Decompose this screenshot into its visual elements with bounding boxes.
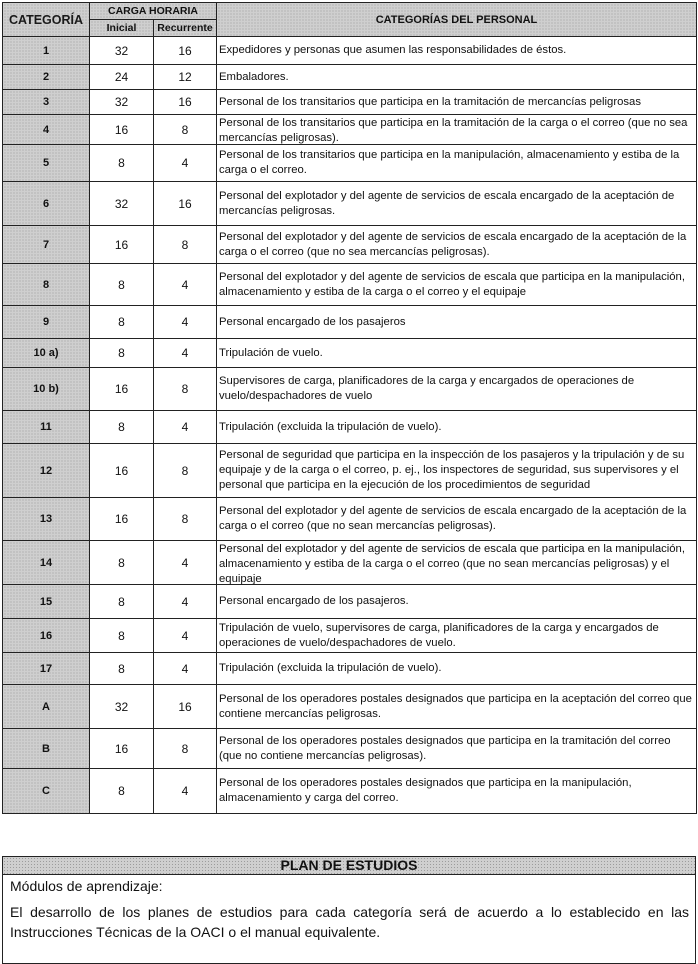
inicial-cell: 16 <box>90 729 154 769</box>
inicial-cell: 8 <box>90 306 154 339</box>
table-row <box>3 498 697 541</box>
recurrente-cell: 8 <box>154 444 217 498</box>
description-text: Tripulación (excluida la tripulación de vuelo). <box>219 662 442 674</box>
inicial-cell: 32 <box>90 182 154 226</box>
category-cell: C <box>3 769 90 814</box>
category-cell: 2 <box>3 65 90 90</box>
inicial-cell: 8 <box>90 585 154 619</box>
recurrente-cell: 8 <box>154 368 217 411</box>
header-recurrente: Recurrente <box>154 20 217 37</box>
recurrente-cell: 8 <box>154 498 217 541</box>
inicial-cell: 8 <box>90 264 154 306</box>
recurrente-cell: 16 <box>154 685 217 729</box>
recurrente-cell: 16 <box>154 182 217 226</box>
description-cell <box>217 182 697 226</box>
description-cell <box>217 145 697 182</box>
description-cell <box>217 411 697 444</box>
header-categoria: CATEGORÍA <box>3 3 90 37</box>
description-text: Personal de los operadores postales designados que participa en la aceptación del correo que contiene mercancías peligrosas. <box>219 692 692 720</box>
header-carga-horaria: CARGA HORARIA <box>90 3 217 20</box>
inicial-cell: 8 <box>90 339 154 368</box>
recurrente-cell: 4 <box>154 264 217 306</box>
category-cell: 12 <box>3 444 90 498</box>
category-cell: 3 <box>3 90 90 115</box>
description-text: Tripulación de vuelo. <box>219 346 323 359</box>
recurrente-cell: 4 <box>154 619 217 653</box>
description-cell <box>217 65 697 90</box>
description-cell <box>217 306 697 339</box>
category-cell: 8 <box>3 264 90 306</box>
category-cell: 7 <box>3 226 90 264</box>
personnel-categories-table <box>2 2 697 814</box>
inicial-cell: 16 <box>90 368 154 411</box>
category-cell: 15 <box>3 585 90 619</box>
category-cell: 9 <box>3 306 90 339</box>
table-row <box>3 411 697 444</box>
recurrente-cell: 8 <box>154 226 217 264</box>
table-row <box>3 653 697 685</box>
description-text: Tripulación (excluida la tripulación de vuelo). <box>219 420 442 433</box>
recurrente-cell: 4 <box>154 339 217 368</box>
plan-subtitle: Módulos de aprendizaje: <box>10 878 163 894</box>
recurrente-cell: 4 <box>154 769 217 814</box>
table-row <box>3 115 697 145</box>
category-cell: 17 <box>3 653 90 685</box>
category-cell: 6 <box>3 182 90 226</box>
header-categorias-personal: CATEGORÍAS DEL PERSONAL <box>217 3 697 37</box>
recurrente-cell: 16 <box>154 90 217 115</box>
recurrente-cell: 4 <box>154 411 217 444</box>
category-cell: 1 <box>3 37 90 65</box>
description-cell <box>217 769 697 814</box>
recurrente-cell: 4 <box>154 306 217 339</box>
description-cell <box>217 619 697 653</box>
description-cell <box>217 729 697 769</box>
table-row <box>3 619 697 653</box>
table-row <box>3 585 697 619</box>
category-cell: 10 b) <box>3 368 90 411</box>
inicial-cell: 8 <box>90 769 154 814</box>
inicial-cell: 8 <box>90 411 154 444</box>
table-row <box>3 729 697 769</box>
table-row <box>3 769 697 814</box>
description-text: Embaladores. <box>219 70 289 83</box>
recurrente-cell: 8 <box>154 729 217 769</box>
inicial-cell: 16 <box>90 498 154 541</box>
table-row <box>3 685 697 729</box>
description-cell <box>217 115 697 145</box>
description-cell <box>217 226 697 264</box>
table-row <box>3 65 697 90</box>
table-row <box>3 145 697 182</box>
description-cell <box>217 685 697 729</box>
inicial-cell: 8 <box>90 653 154 685</box>
recurrente-cell: 16 <box>154 37 217 65</box>
inicial-cell: 8 <box>90 619 154 653</box>
recurrente-cell: 4 <box>154 653 217 685</box>
inicial-cell: 24 <box>90 65 154 90</box>
plan-de-estudios-section <box>2 856 696 964</box>
recurrente-cell: 8 <box>154 115 217 145</box>
table-row <box>3 226 697 264</box>
description-cell <box>217 264 697 306</box>
category-cell: 5 <box>3 145 90 182</box>
table-row <box>3 182 697 226</box>
description-text: Supervisores de carga, planificadores de la carga y encargados de operaciones de vuelo/despachadores de vuelo <box>219 375 635 402</box>
description-text: Personal del explotador y del agente de servicios de escala encargado de la aceptación de la carga o el correo (que no sean mercancías peligrosas). <box>219 505 687 532</box>
category-cell: 10 a) <box>3 339 90 368</box>
category-cell: 13 <box>3 498 90 541</box>
description-text: Expedidores y personas que asumen las responsabilidades de éstos. <box>219 44 567 56</box>
category-cell: B <box>3 729 90 769</box>
description-text: Personal del explotador y del agente de servicios de escala que participa en la manipulación, almacenamiento y estiba de la carga o el correo y el equipaje <box>219 270 685 298</box>
description-cell <box>217 653 697 685</box>
description-text: Personal de los transitarios que participa en la tramitación de mercancías peligrosas <box>219 95 641 108</box>
table-row <box>3 368 697 411</box>
recurrente-cell: 4 <box>154 585 217 619</box>
description-cell <box>217 90 697 115</box>
table-row <box>3 339 697 368</box>
inicial-cell: 32 <box>90 90 154 115</box>
description-text: Personal encargado de los pasajeros <box>219 315 406 328</box>
description-text: Personal encargado de los pasajeros. <box>219 595 409 607</box>
inicial-cell: 16 <box>90 115 154 145</box>
description-text: Personal de los transitarios que participa en la manipulación, almacenamiento y estiba de la carga o el correo. <box>219 149 680 176</box>
description-text: Personal de los operadores postales designados que participa en la tramitación del correo (que no contiene mercancías peligrosas). <box>219 734 671 762</box>
plan-body: El desarrollo de los planes de estudios para cada categoría será de acuerdo a lo establecido en las Instrucciones Técnicas de la OACI o el manual equivalente. <box>10 904 689 940</box>
description-text: Tripulación de vuelo, supervisores de carga, planificadores de la carga y encargados de operaciones de vuelo/despachadores de vuelo. <box>219 621 659 649</box>
inicial-cell: 16 <box>90 444 154 498</box>
category-cell: 16 <box>3 619 90 653</box>
description-cell <box>217 444 697 498</box>
description-cell <box>217 368 697 411</box>
recurrente-cell: 4 <box>154 541 217 585</box>
description-cell <box>217 585 697 619</box>
description-cell <box>217 339 697 368</box>
description-cell <box>217 37 697 65</box>
category-cell: A <box>3 685 90 729</box>
table-row <box>3 264 697 306</box>
recurrente-cell: 12 <box>154 65 217 90</box>
description-cell <box>217 498 697 541</box>
category-cell: 11 <box>3 411 90 444</box>
description-text: Personal del explotador y del agente de servicios de escala encargado de la aceptación de la carga o el correo (que no sea mercancías peligrosas). <box>219 230 687 258</box>
table-row <box>3 90 697 115</box>
recurrente-cell: 4 <box>154 145 217 182</box>
description-text: Personal de seguridad que participa en la inspección de los pasajeros y la tripulación y de su equipaje y de la carga o el correo, p. ej., los inspectores de seguridad, sus supervisores y el personal que participa en la ejecución de los procedimientos de seguridad <box>219 449 685 491</box>
inicial-cell: 8 <box>90 145 154 182</box>
inicial-cell: 8 <box>90 541 154 585</box>
inicial-cell: 32 <box>90 37 154 65</box>
table-row <box>3 306 697 339</box>
table-row <box>3 444 697 498</box>
category-cell: 4 <box>3 115 90 145</box>
description-text: Personal del explotador y del agente de servicios de escala que participa en la manipulación, almacenamiento y estiba de la carga o el correo (que no sean mercancías peligrosas) y el equipaje <box>219 542 685 584</box>
description-text: Personal de los operadores postales designados que participa en la manipulación, almacenamiento y carga del correo. <box>219 777 632 804</box>
table-row <box>3 541 697 585</box>
category-cell: 14 <box>3 541 90 585</box>
inicial-cell: 16 <box>90 226 154 264</box>
plan-title: PLAN DE ESTUDIOS <box>3 857 695 875</box>
header-inicial: Inicial <box>90 20 154 37</box>
inicial-cell: 32 <box>90 685 154 729</box>
description-text: Personal de los transitarios que participa en la tramitación de la carga o el correo (que no sea mercancías peligrosas). <box>219 116 688 144</box>
table-row <box>3 37 697 65</box>
description-cell <box>217 541 697 585</box>
description-text: Personal del explotador y del agente de servicios de escala encargado de la aceptación de mercancías peligrosas. <box>219 189 675 217</box>
